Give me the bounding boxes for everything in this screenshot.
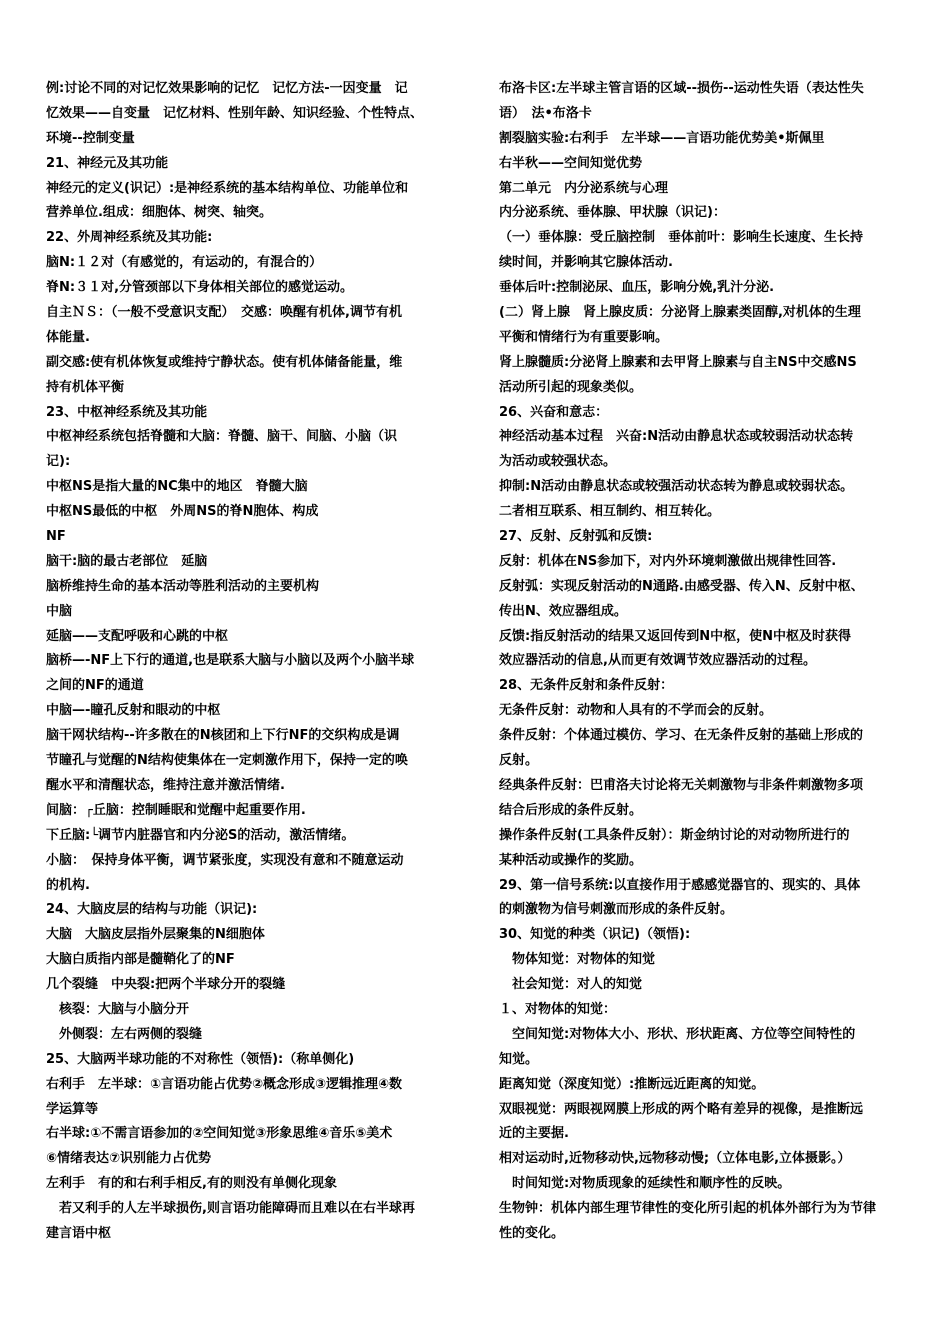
- text-line: 平衡和情绪行为有重要影响。: [499, 329, 669, 345]
- text-line: 脑N:１２对（有感觉的，有运动的，有混合的）: [46, 255, 323, 271]
- text-line: 相对运动时,近物移动快,远物移动慢;（立体电影,立体摄影。）: [499, 1151, 851, 1167]
- text-line: 的刺激物为信号刺激而形成的条件反射。: [499, 902, 734, 918]
- text-line: (二）肾上腺 肾上腺皮质：分泌肾上腺素类固醇,对机体的生理: [499, 305, 861, 321]
- text-line: 割裂脑实验:右利手 左半球——言语功能优势美•斯佩里: [499, 130, 825, 146]
- text-line: 醒水平和清醒状态，维持注意并激活情绪.: [46, 777, 285, 793]
- text-line: 第二单元 内分泌系统与心理: [499, 180, 669, 196]
- text-line: 25、大脑两半球功能的不对称性（领悟):（称单侧化): [46, 1051, 355, 1067]
- text-line: 大脑白质指内部是髓鞘化了的NF: [46, 952, 235, 968]
- text-line: 脑干:脑的最古老部位 延脑: [46, 553, 208, 569]
- text-line: 几个裂缝 中央裂:把两个半球分开的裂缝: [46, 977, 286, 993]
- text-line: 建言语中枢: [46, 1225, 112, 1241]
- text-line: 无条件反射：动物和人具有的不学而会的反射。: [499, 703, 773, 719]
- text-line: 之间的NF的通道: [46, 678, 144, 694]
- text-line: 27、反射、反射弧和反馈:: [499, 529, 653, 545]
- text-line: ⑥情绪表达⑦识别能力占优势: [46, 1151, 212, 1167]
- text-line: 抑制:N活动由静息状态或较强活动状态转为静息或较弱状态。: [499, 479, 854, 495]
- text-line: 效应器活动的信息,从而更有效调节效应器活动的过程。: [499, 653, 816, 669]
- text-line: 中枢NS最低的中枢 外周NS的脊N胞体、构成: [46, 504, 319, 520]
- right-column: [499, 77, 907, 1247]
- text-line: 22、外周神经系统及其功能:: [46, 230, 213, 246]
- text-line: 反射：机体在NS参加下，对内外环境刺激做出规律性回答.: [499, 553, 837, 569]
- text-line: 知觉。: [499, 1051, 539, 1067]
- text-line: 环境--控制变量: [46, 130, 135, 146]
- text-line: 26、兴奋和意志：: [499, 404, 609, 420]
- text-line: 社会知觉：对人的知觉: [499, 977, 643, 993]
- text-line: 肾上腺髓质:分泌肾上腺素和去甲肾上腺素与自主NS中交感NS: [499, 354, 857, 370]
- text-line: 自主ＮＳ：（一般不受意识支配） 交感：唤醒有机体,调节有机: [46, 305, 402, 321]
- text-line: 小脑： 保持身体平衡，调节紧张度，实现没有意和不随意运动: [46, 852, 404, 868]
- text-line: 右利手 左半球：①言语功能占优势②概念形成③逻辑推理④数: [46, 1076, 403, 1092]
- text-line: 二者相互联系、相互制约、相互转化。: [499, 504, 721, 520]
- text-line: 近的主要据.: [499, 1126, 569, 1142]
- text-line: 经典条件反射：巴甫洛夫讨论将无关刺激物与非条件刺激物多项: [499, 777, 864, 793]
- text-line: 为活动或较强状态。: [499, 454, 617, 470]
- text-line: 学运算等: [46, 1101, 99, 1117]
- text-line: 持有机体平衡: [46, 379, 125, 395]
- text-line: 性的变化。: [499, 1225, 565, 1241]
- text-line: 操作条件反射(工具条件反射）：斯金纳讨论的对动物所进行的: [499, 827, 850, 843]
- text-line: 中脑: [46, 603, 73, 619]
- text-line: 双眼视觉：两眼视网膜上形成的两个略有差异的视像，是推断远: [499, 1101, 864, 1117]
- text-line: 核裂：大脑与小脑分开: [46, 1001, 190, 1017]
- text-line: 副交感:使有机体恢复或维持宁静状态。使有机体储备能量，维: [46, 354, 403, 370]
- text-line: 右半秋——空间知觉优势: [499, 155, 643, 171]
- text-line: 中脑—-瞳孔反射和眼动的中枢: [46, 703, 221, 719]
- text-line: 大脑 大脑皮层指外层聚集的N细胞体: [46, 927, 265, 943]
- text-line: 23、中枢神经系统及其功能: [46, 404, 208, 420]
- text-line: 结合后形成的条件反射。: [499, 802, 643, 818]
- text-line: 距离知觉（深度知觉）:推断远近距离的知觉。: [499, 1076, 765, 1092]
- text-line: 神经元的定义(识记）:是神经系统的基本结构单位、功能单位和: [46, 180, 409, 196]
- text-line: NF: [46, 529, 66, 545]
- text-line: 脊N:３１对,分管颈部以下身体相关部位的感觉运动。: [46, 280, 354, 296]
- text-line: 中枢神经系统包括脊髓和大脑：脊髓、脑干、间脑、小脑（识: [46, 429, 398, 445]
- text-line: 垂体后叶:控制泌尿、血压，影响分娩,乳汁分泌.: [499, 280, 775, 296]
- text-line: 物体知觉：对物体的知觉: [499, 952, 656, 968]
- text-line: 布洛卡区:左半球主管言语的区域--损伤--运动性失语（表达性失: [499, 81, 864, 96]
- text-line: 神经活动基本过程 兴奋:N活动由静息状态或较弱活动状态转: [499, 429, 854, 445]
- text-line: 30、知觉的种类（识记)（领悟):: [499, 927, 691, 943]
- text-line: 反馈:指反射活动的结果又返回传到N中枢，使N中枢及时获得: [499, 628, 851, 644]
- text-line: 28、无条件反射和条件反射：: [499, 678, 674, 694]
- text-line: 右半球:①不需言语参加的②空间知觉③形象思维④音乐⑤美术: [46, 1126, 393, 1142]
- text-line: 续时间，并影响其它腺体活动.: [499, 255, 673, 271]
- left-column: [46, 77, 464, 1247]
- text-line: １、对物体的知觉：: [499, 1001, 617, 1017]
- text-line: 脑桥—-NF上下行的通道,也是联系大脑与小脑以及两个小脑半球: [46, 653, 415, 669]
- text-line: 语） 法•布洛卡: [499, 105, 592, 121]
- text-line: 左利手 有的和右利手相反,有的则没有单侧化现象: [46, 1176, 337, 1192]
- text-line: 内分泌系统、垂体腺、甲状腺（识记)：: [499, 205, 726, 221]
- text-line: 某种活动或操作的奖励。: [499, 852, 643, 868]
- text-line: 延脑——支配呼吸和心跳的中枢: [46, 628, 229, 644]
- text-line: 反射。: [499, 753, 539, 769]
- text-line: 空间知觉:对物体大小、形状、形状距离、方位等空间特性的: [499, 1026, 856, 1042]
- text-line: 下丘脑:└调节内脏器官和内分泌S的活动，激活情绪。: [46, 827, 355, 843]
- text-line: 外侧裂：左右两侧的裂缝: [46, 1026, 203, 1042]
- text-line: 间脑：┌丘脑：控制睡眠和觉醒中起重要作用.: [46, 802, 306, 818]
- text-line: 生物钟：机体内部生理节律性的变化所引起的机体外部行为为节律: [499, 1201, 877, 1217]
- text-line: 活动所引起的现象类似。: [499, 379, 643, 395]
- text-line: 21、神经元及其功能: [46, 155, 169, 171]
- text-line: （一）垂体腺：受丘脑控制 垂体前叶：影响生长速度、生长持: [499, 230, 864, 246]
- text-line: 24、大脑皮层的结构与功能（识记):: [46, 902, 258, 918]
- text-line: 脑干网状结构--许多散在的N核团和上下行NF的交织构成是调: [46, 728, 400, 744]
- text-line: 的机构.: [46, 877, 90, 893]
- text-line: 中枢NS是指大量的NC集中的地区 脊髓大脑: [46, 479, 308, 495]
- text-line: 营养单位.组成：细胞体、树突、轴突。: [46, 205, 272, 221]
- text-line: 节瞳孔与觉醒的N结构使集体在一定刺激作用下，保持一定的唤: [46, 753, 408, 769]
- text-line: 忆效果——自变量 记忆材料、性别年龄、知识经验、个性特点、: [46, 105, 424, 121]
- text-line: 传出N、效应器组成。: [499, 603, 627, 619]
- text-line: 条件反射：个体通过模仿、学习、在无条件反射的基础上形成的: [499, 728, 864, 744]
- text-line: 例:讨论不同的对记忆效果影响的记忆 记忆方法-一因变量 记: [46, 81, 408, 96]
- text-line: 记):: [46, 454, 71, 470]
- text-line: 29、第一信号系统:以直接作用于感感觉器官的、现实的、具体: [499, 877, 861, 893]
- text-line: 体能量.: [46, 329, 90, 345]
- text-line: 时间知觉:对物质现象的延续性和顺序性的反映。: [499, 1176, 791, 1192]
- text-line: 反射弧：实现反射活动的N通路.由感受器、传入N、反射中枢、: [499, 578, 864, 594]
- text-line: 脑桥维持生命的基本活动等胜利活动的主要机构: [46, 578, 320, 594]
- text-line: 若又利手的人左半球损伤,则言语功能障碍而且难以在右半球再: [46, 1201, 415, 1217]
